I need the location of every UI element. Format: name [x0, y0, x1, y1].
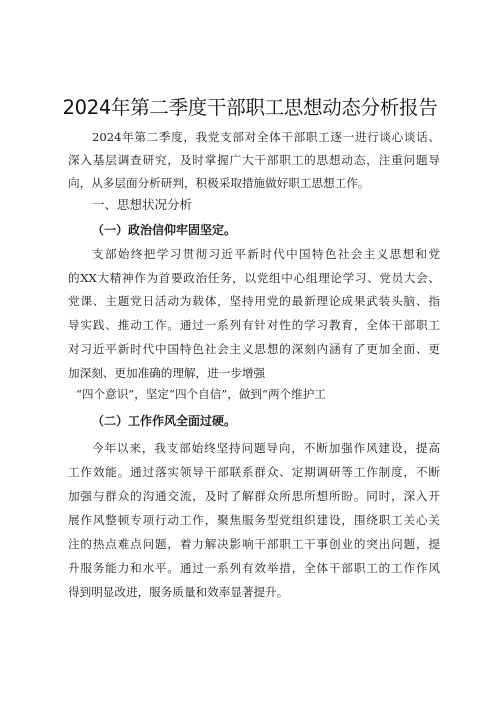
- paragraph-line: 党课、主题党日活动为载体，坚持用党的最新理论成果武装头脑、指: [68, 294, 440, 308]
- intro-line: 2024年第二季度，我党支部对全体干部职工逐一进行谈心谈话、: [92, 130, 440, 144]
- paragraph-line: 工作效能。通过落实领导干部联系群众、定期调研等工作制度，不断: [68, 465, 440, 479]
- paragraph-line: 导实践、推动工作。通过一系列有针对性的学习教育，全体干部职工: [68, 318, 440, 332]
- paragraph-line: 加深刻、更加准确的理解，进一步增强: [68, 366, 266, 380]
- section-heading: 一、思想状况分析: [92, 198, 193, 212]
- paragraph-line: 支部始终把学习贯彻习近平新时代中国特色社会主义思想和党: [92, 247, 440, 261]
- paragraph-line: “四个意识”，坚定“四个自信”，做到“两个维护工: [76, 387, 326, 401]
- subsection-heading: （一）政治信仰牢固坚定。: [92, 223, 237, 237]
- paragraph-line: 的XX大精神作为首要政治任务，以党组中心组理论学习、党员大会、: [68, 271, 440, 285]
- paragraph-line: 升服务能力和水平。通过一系列有效举措，全体干部职工的工作作风: [68, 561, 440, 575]
- paragraph-line: 加强与群众的沟通交流，及时了解群众所思所想所盼。同时，深入开: [68, 489, 440, 503]
- intro-line: 深入基层调查研究，及时掌握广大干部职工的思想动态，注重问题导: [68, 153, 440, 167]
- paragraph-line: 注的热点难点问题，着力解决影响干部职工干事创业的突出问题，提: [68, 537, 440, 551]
- paragraph-line: 对习近平新时代中国特色社会主义思想的深刻内涵有了更加全面、更: [68, 342, 440, 356]
- paragraph-line: 展作风整顿专项行动工作，聚焦服务型党组织建设，围绕职工关心关: [68, 513, 440, 527]
- intro-line: 向，从多层面分析研判，积极采取措施做好职工思想工作。: [68, 176, 370, 190]
- paragraph-line: 今年以来，我支部始终坚持问题导向，不断加强作风建设，提高: [92, 441, 440, 455]
- document-title: 2024年第二季度干部职工思想动态分析报告: [62, 96, 438, 119]
- paragraph-line: 得到明显改进，服务质量和效率显著提升。: [68, 585, 289, 599]
- subsection-heading: （二）工作作风全面过硬。: [92, 414, 237, 428]
